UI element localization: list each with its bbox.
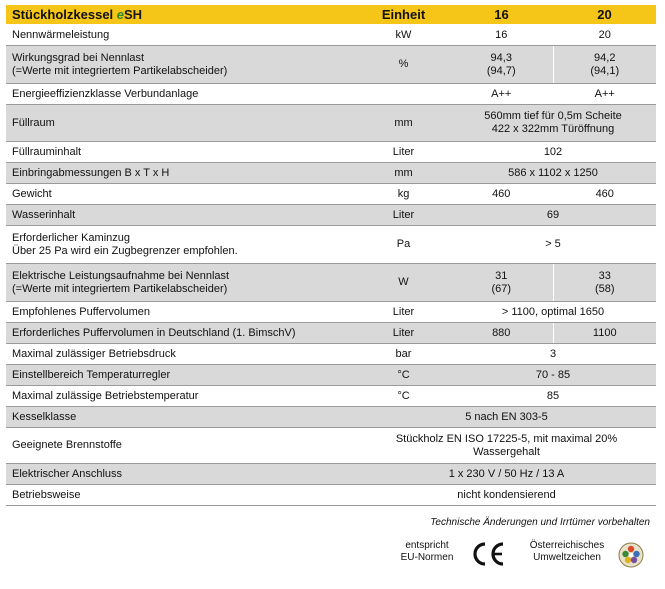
row-unit: Liter bbox=[357, 142, 450, 163]
row-value-wide: Stückholz EN ISO 17225-5, mit maximal 20% Wassergehalt bbox=[357, 428, 656, 464]
row-value-both: > 5 bbox=[450, 226, 656, 264]
row-label: Elektrischer Anschluss bbox=[6, 464, 357, 485]
table-row bbox=[6, 84, 656, 105]
row-unit: % bbox=[357, 46, 450, 84]
row-label: Einbringabmessungen B x T x H bbox=[6, 163, 357, 184]
row-label: Erforderlicher Kaminzug Über 25 Pa wird ein Zugbegrenzer empfohlen. bbox=[6, 226, 357, 264]
row-unit: Liter bbox=[357, 323, 450, 344]
table-row bbox=[6, 46, 656, 84]
row-label: Betriebsweise bbox=[6, 485, 357, 506]
row-unit: mm bbox=[357, 163, 450, 184]
header-col-20: 20 bbox=[553, 5, 656, 25]
row-label: Gewicht bbox=[6, 184, 357, 205]
row-unit bbox=[357, 84, 450, 105]
disclaimer-note: Technische Änderungen und Irrtümer vorbehalten bbox=[430, 517, 650, 528]
row-value-20: 1100 bbox=[553, 323, 656, 344]
row-value-both: 70 - 85 bbox=[450, 365, 656, 386]
table-row bbox=[6, 323, 656, 344]
table-row bbox=[6, 226, 656, 264]
table-row bbox=[6, 184, 656, 205]
row-value-20: 20 bbox=[553, 25, 656, 46]
row-value-16: 16 bbox=[450, 25, 553, 46]
table-row bbox=[6, 302, 656, 323]
table-row bbox=[6, 105, 656, 142]
table-row bbox=[6, 365, 656, 386]
header-row bbox=[6, 5, 656, 25]
row-unit: Liter bbox=[357, 205, 450, 226]
row-value-both: 586 x 1102 x 1250 bbox=[450, 163, 656, 184]
row-value-20: A++ bbox=[553, 84, 656, 105]
header-col-16: 16 bbox=[450, 5, 553, 25]
row-value-wide: 1 x 230 V / 50 Hz / 13 A bbox=[357, 464, 656, 485]
row-value-16: 460 bbox=[450, 184, 553, 205]
row-value-16: A++ bbox=[450, 84, 553, 105]
umweltzeichen-seal-icon bbox=[618, 542, 644, 568]
table-row bbox=[6, 163, 656, 184]
row-value-both: 3 bbox=[450, 344, 656, 365]
row-unit: kg bbox=[357, 184, 450, 205]
row-label: Maximal zulässiger Betriebsdruck bbox=[6, 344, 357, 365]
row-label: Füllrauminhalt bbox=[6, 142, 357, 163]
row-label: Wirkungsgrad bei Nennlast (=Werte mit integriertem Partikelabscheider) bbox=[6, 46, 357, 84]
row-value-both: 560mm tief für 0,5m Scheite 422 x 322mm Türöffnung bbox=[450, 105, 656, 142]
row-value-20: 94,2 (94,1) bbox=[553, 46, 656, 84]
table-row bbox=[6, 428, 656, 464]
row-unit: kW bbox=[357, 25, 450, 46]
row-unit: °C bbox=[357, 386, 450, 407]
header-unit: Einheit bbox=[357, 5, 450, 25]
row-label: Füllraum bbox=[6, 105, 357, 142]
row-label: Geeignete Brennstoffe bbox=[6, 428, 357, 464]
row-unit: bar bbox=[357, 344, 450, 365]
umweltzeichen-label: Österreichisches Umweltzeichen bbox=[529, 540, 605, 563]
row-label: Nennwärmeleistung bbox=[6, 25, 357, 46]
ce-mark-icon bbox=[470, 541, 506, 567]
row-unit: Pa bbox=[357, 226, 450, 264]
table-row bbox=[6, 142, 656, 163]
row-value-20: 33 (58) bbox=[553, 264, 656, 302]
row-value-16: 880 bbox=[450, 323, 553, 344]
row-unit: °C bbox=[357, 365, 450, 386]
row-value-both: > 1100, optimal 1650 bbox=[450, 302, 656, 323]
table-row bbox=[6, 25, 656, 46]
row-unit: W bbox=[357, 264, 450, 302]
row-value-wide: 5 nach EN 303-5 bbox=[357, 407, 656, 428]
row-value-both: 85 bbox=[450, 386, 656, 407]
title-e-mark: e bbox=[116, 7, 125, 22]
row-value-20: 460 bbox=[553, 184, 656, 205]
row-value-16: 94,3 (94,7) bbox=[450, 46, 553, 84]
row-label: Wasserinhalt bbox=[6, 205, 357, 226]
table-row bbox=[6, 464, 656, 485]
row-value-both: 102 bbox=[450, 142, 656, 163]
table-row bbox=[6, 407, 656, 428]
eu-norm-label: entspricht EU-Normen bbox=[400, 540, 454, 563]
row-value-both: 69 bbox=[450, 205, 656, 226]
row-label: Maximal zulässige Betriebstemperatur bbox=[6, 386, 357, 407]
table-row bbox=[6, 386, 656, 407]
row-unit: mm bbox=[357, 105, 450, 142]
header-title: Stückholzkessel eSH bbox=[6, 5, 357, 25]
row-label: Erforderliches Puffervolumen in Deutschland (1. BimschV) bbox=[6, 323, 357, 344]
table-row bbox=[6, 485, 656, 506]
spec-table bbox=[6, 5, 656, 506]
table-row bbox=[6, 264, 656, 302]
table-row bbox=[6, 344, 656, 365]
row-label: Energieeffizienzklasse Verbundanlage bbox=[6, 84, 357, 105]
row-label: Einstellbereich Temperaturregler bbox=[6, 365, 357, 386]
row-value-wide: nicht kondensierend bbox=[357, 485, 656, 506]
row-unit: Liter bbox=[357, 302, 450, 323]
row-value-16: 31 (67) bbox=[450, 264, 553, 302]
row-label: Kesselklasse bbox=[6, 407, 357, 428]
row-label: Empfohlenes Puffervolumen bbox=[6, 302, 357, 323]
row-label: Elektrische Leistungsaufnahme bei Nennlast (=Werte mit integriertem Partikelabscheider) bbox=[6, 264, 357, 302]
table-row bbox=[6, 205, 656, 226]
